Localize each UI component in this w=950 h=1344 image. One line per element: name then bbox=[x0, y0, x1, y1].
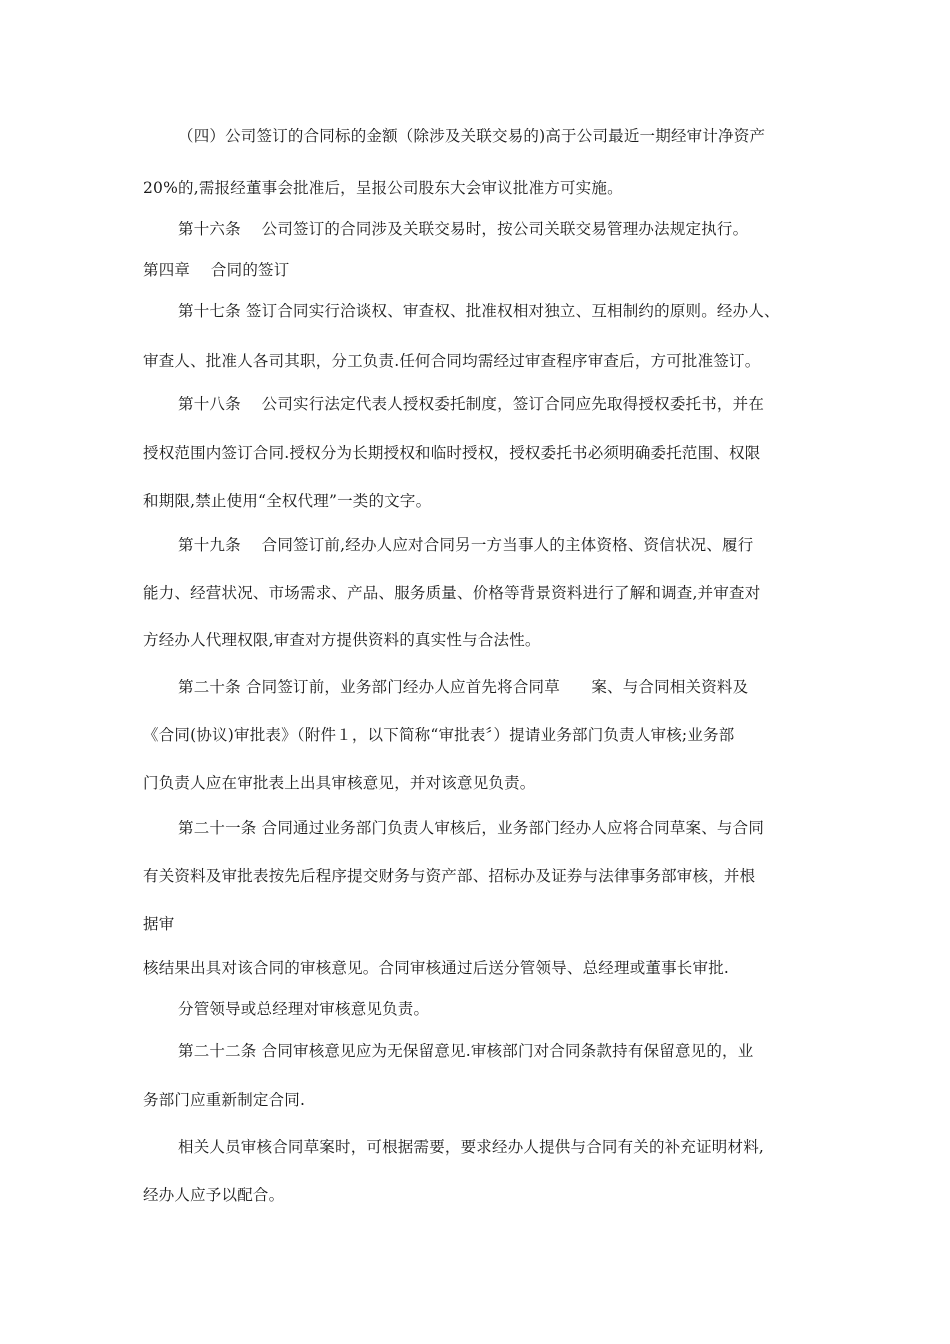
text-line: （四）公司签订的合同标的金额（除涉及关联交易的)高于公司最近一期经审计净资产 bbox=[178, 127, 766, 145]
text-line: 《合同(协议)审批表》（附件１，以下简称“审批表〞）提请业务部门负责人审核;业务部 bbox=[143, 726, 735, 744]
text-line: 门负责人应在审批表上出具审核意见，并对该意见负责。 bbox=[143, 774, 536, 792]
text-line: 20%的,需报经董事会批准后，呈报公司股东大会审议批准方可实施。 bbox=[143, 179, 623, 197]
text-line: 和期限,禁止使用“全权代理”一类的文字。 bbox=[143, 492, 432, 510]
article-20: 第二十条 合同签订前，业务部门经办人应首先将合同草 案、与合同相关资料及 bbox=[178, 678, 749, 696]
text-line: 有关资料及审批表按先后程序提交财务与资产部、招标办及证券与法律事务部审核，并根 bbox=[143, 867, 756, 885]
article-22: 第二十二条 合同审核意见应为无保留意见.审核部门对合同条款持有保留意见的，业 bbox=[178, 1042, 754, 1060]
text-line: 审查人、批准人各司其职，分工负责.任何合同均需经过审查程序审查后，方可批准签订。 bbox=[143, 352, 761, 370]
text-line: 据审 bbox=[143, 915, 175, 933]
text-line: 经办人应予以配合。 bbox=[143, 1186, 285, 1204]
article-17: 第十七条 签订合同实行洽谈权、审查权、批准权相对独立、互相制约的原则。经办人、 bbox=[178, 302, 780, 320]
article-18: 第十八条 公司实行法定代表人授权委托制度，签订合同应先取得授权委托书，并在 bbox=[178, 395, 765, 413]
text-line: 方经办人代理权限,审查对方提供资料的真实性与合法性。 bbox=[143, 631, 541, 649]
text-line: 相关人员审核合同草案时，可根据需要，要求经办人提供与合同有关的补充证明材料, bbox=[178, 1138, 765, 1156]
text-line: 能力、经营状况、市场需求、产品、服务质量、价格等背景资料进行了解和调查,并审查对 bbox=[143, 584, 761, 602]
text-line: 务部门应重新制定合同. bbox=[143, 1091, 306, 1109]
text-line: 分管领导或总经理对审核意见负责。 bbox=[178, 1000, 430, 1018]
article-21: 第二十一条 合同通过业务部门负责人审核后，业务部门经办人应将合同草案、与合同 bbox=[178, 819, 765, 837]
article-16: 第十六条 公司签订的合同涉及关联交易时，按公司关联交易管理办法规定执行。 bbox=[178, 220, 749, 238]
article-19: 第十九条 合同签订前,经办人应对合同另一方当事人的主体资格、资信状况、履行 bbox=[178, 536, 754, 554]
chapter-heading: 第四章 合同的签订 bbox=[143, 261, 290, 279]
text-line: 授权范围内签订合同.授权分为长期授权和临时授权，授权委托书必须明确委托范围、权限 bbox=[143, 444, 761, 462]
text-line: 核结果出具对该合同的审核意见。合同审核通过后送分管领导、总经理或董事长审批. bbox=[143, 959, 730, 977]
